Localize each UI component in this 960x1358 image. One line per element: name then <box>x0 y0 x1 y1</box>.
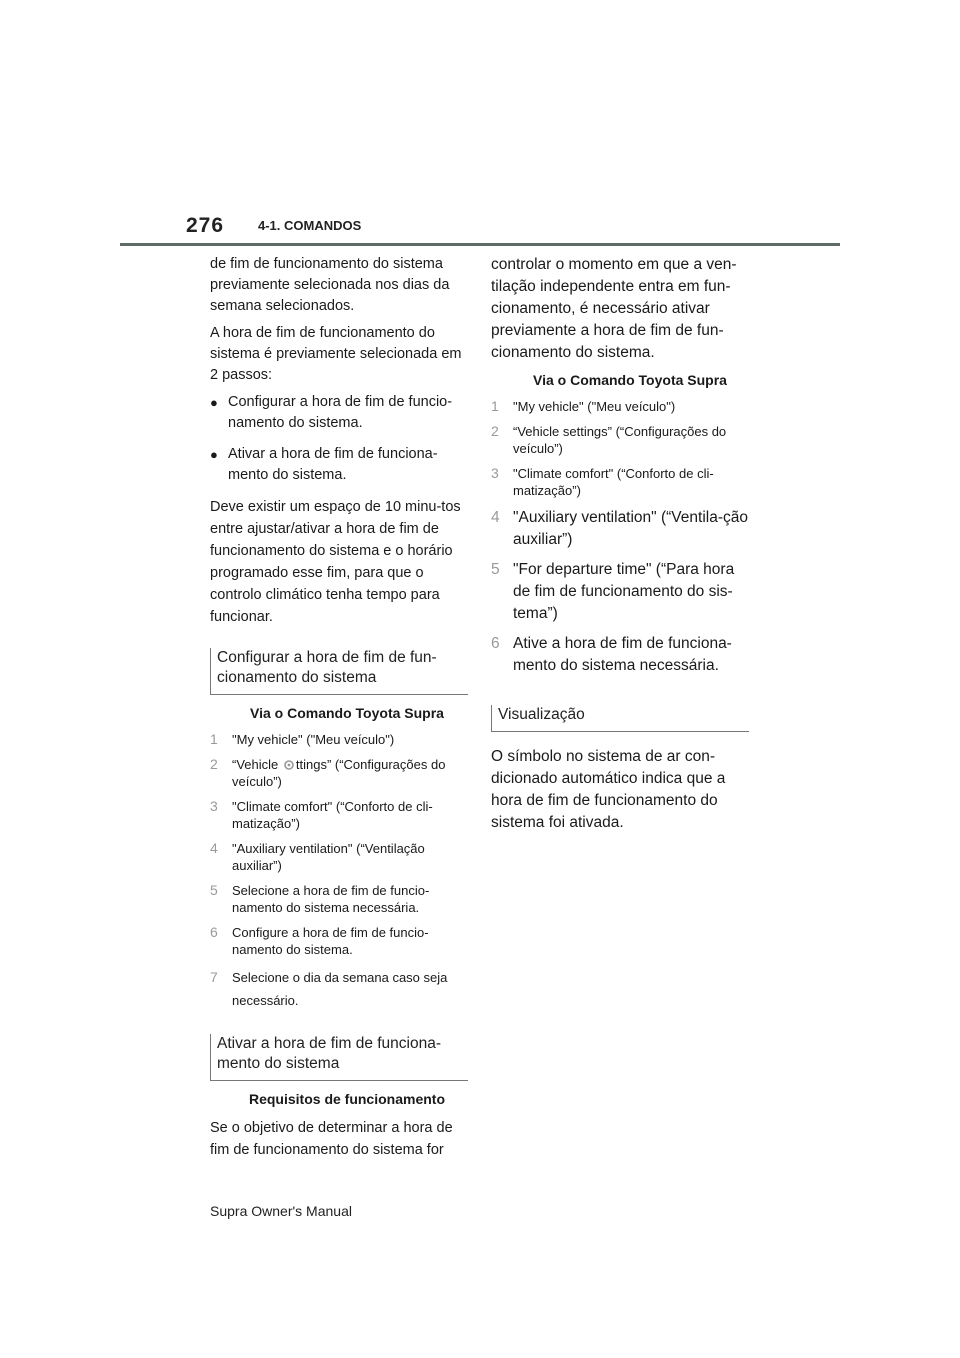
paragraph: controlar o momento em que a ven-tilação independente entra em fun-cionamento, é necessário ativar previamente a hora de fim de fun-cionamento do sistema. <box>491 256 737 361</box>
step-item: 7 Selecione o dia da semana caso seja necessário. <box>210 969 448 1008</box>
chapter-title: 4-1. COMANDOS <box>258 218 362 233</box>
step-item: 6 Ative a hora de fim de funciona-mento do sistema necessária. <box>491 635 732 674</box>
step-item: 4 "Auxiliary ventilation" (“Ventila-ção auxiliar”) <box>491 509 748 548</box>
footer-text: Supra Owner's Manual <box>210 1203 352 1219</box>
header-divider <box>120 243 840 246</box>
bullet-item: ● Ativar a hora de fim de funciona-mento do sistema. <box>210 444 468 486</box>
left-column <box>210 254 468 1167</box>
section-heading: Visualização <box>491 705 749 732</box>
section-heading: Ativar a hora de fim de funciona-mento do sistema <box>210 1034 468 1081</box>
paragraph: Deve existir um espaço de 10 minu-tos entre ajustar/ativar a hora de fim de funcionamento do sistema e o horário programado esse fim, para que o controlo climático tenha tempo para funcionar. <box>210 499 461 625</box>
step-item: 3 "Climate comfort" (“Conforto de cli-matização”) <box>210 798 433 831</box>
step-item: 1 "My vehicle" ("Meu veículo") <box>491 398 676 414</box>
step-item: 3 "Climate comfort" (“Conforto de cli-matização”) <box>491 465 714 498</box>
bullet-item: ● Configurar a hora de fim de funcio-namento do sistema. <box>210 392 468 434</box>
step-item: 4 "Auxiliary ventilation" (“Ventilação auxiliar”) <box>210 840 425 873</box>
paragraph: O símbolo no sistema de ar con-dicionado automático indica que a hora de fim de funcionamento do sistema foi ativada. <box>491 748 726 831</box>
step-item: 6 Configure a hora de fim de funcio-namento do sistema. <box>210 924 429 957</box>
step-item: 1 "My vehicle" ("Meu veículo") <box>210 731 395 747</box>
step-item: 5 Selecione a hora de fim de funcio-namento do sistema necessária. <box>210 882 430 915</box>
paragraph: A hora de fim de funcionamento do sistema é previamente selecionada em 2 passos: <box>210 325 462 383</box>
step-item: 2 “Vehicle settings” (“Configurações do veículo”) <box>491 423 727 456</box>
bullet-icon: ● <box>210 395 218 410</box>
step-item: 5 "For departure time" (“Para hora de fim de funcionamento do sis-tema”) <box>491 561 735 622</box>
right-column <box>491 254 749 842</box>
paragraph: de fim de funcionamento do sistema previamente selecionada nos dias da semana selecionados. <box>210 256 450 314</box>
subheading: Requisitos de funcionamento <box>248 1091 445 1107</box>
subheading: Via o Comando Toyota Supra <box>250 705 444 721</box>
paragraph: Se o objetivo de determinar a hora de fim de funcionamento do sistema for <box>210 1120 453 1158</box>
gear-icon <box>282 759 296 771</box>
bullet-icon: ● <box>210 447 218 462</box>
section-heading: Configurar a hora de fim de fun-cionamento do sistema <box>210 648 468 695</box>
step-item: 2 “Vehicle ttings” (“Configurações do veículo”) <box>210 756 446 789</box>
page-number: 276 <box>186 214 225 237</box>
subheading: Via o Comando Toyota Supra <box>533 372 727 388</box>
